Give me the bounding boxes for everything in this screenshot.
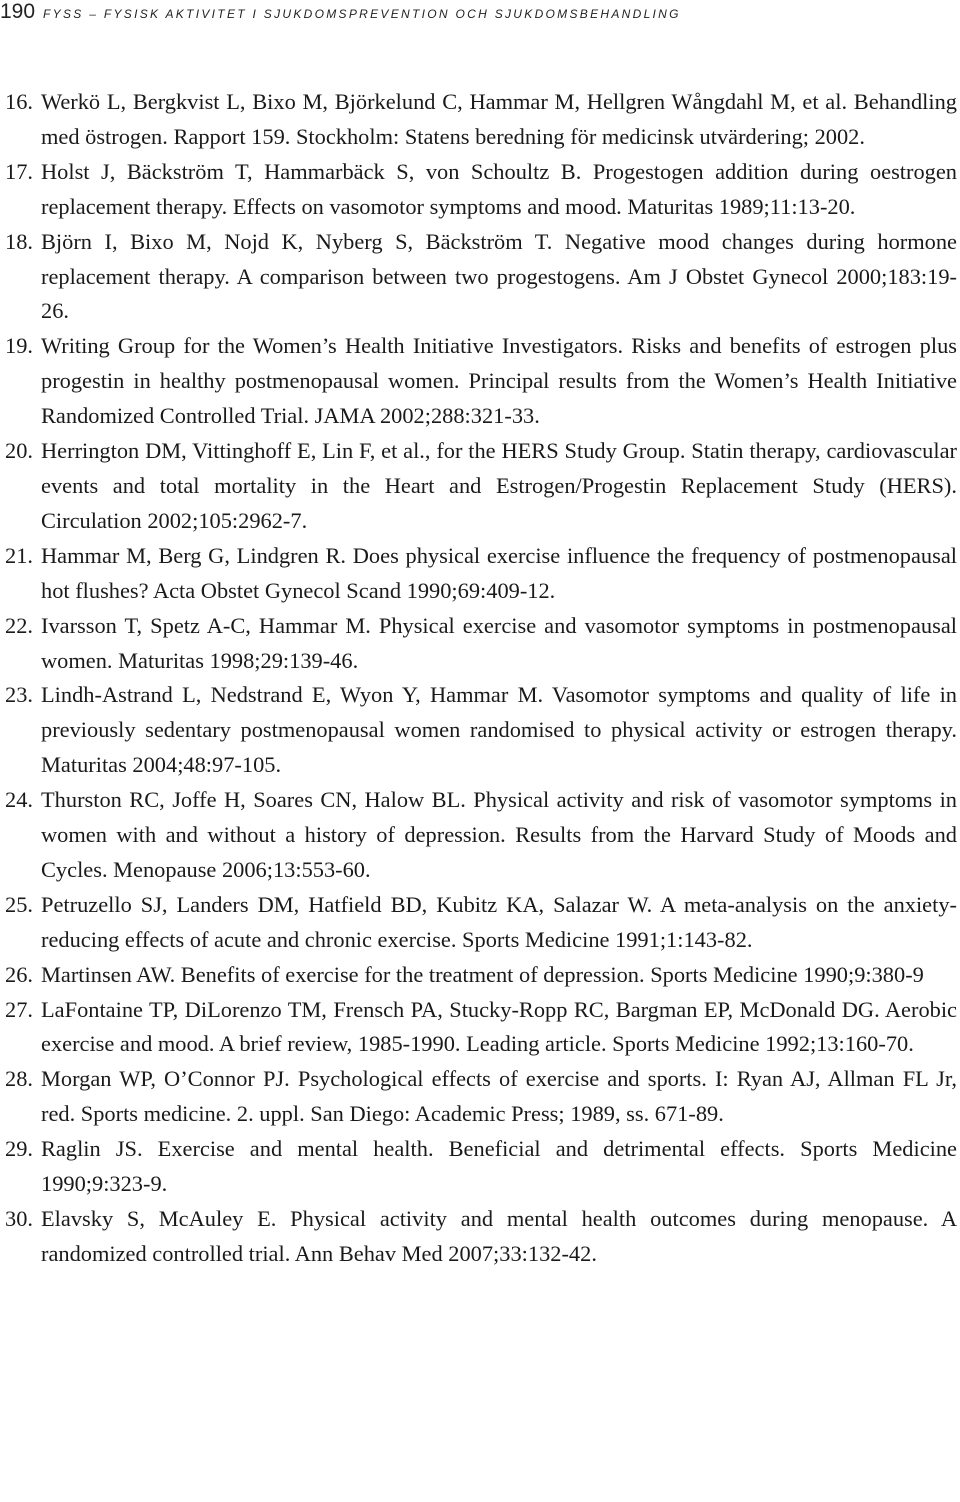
reference-list [0,85,957,1272]
reference-text: Martinsen AW. Benefits of exercise for the treatment of depression. Sports Medicine 1990;9:380-9 [41,961,924,987]
reference-text: Hammar M, Berg G, Lindgren R. Does physical exercise influence the frequency of postmenopausal hot flushes? Acta Obstet Gynecol Scand 1990;69:409-12. [41,542,957,603]
reference-text: Holst J, Bäckström T, Hammarbäck S, von Schoultz B. Progestogen addition during oestrogen replacement therapy. Effects on vasomotor symptoms and mood. Maturitas 1989;11:13-20. [41,158,957,219]
reference-item-22 [0,609,957,679]
reference-text: Thurston RC, Joffe H, Soares CN, Halow BL. Physical activity and risk of vasomotor symptoms in women with and without a history of depression. Results from the Harvard Study of Moods and Cycles. Menopause 2006;13:553-60. [41,787,957,882]
reference-text: Raglin JS. Exercise and mental health. Beneficial and detrimental effects. Sports Medicine 1990;9:323-9. [41,1136,957,1197]
reference-item-19 [0,329,957,434]
reference-text: Ivarsson T, Spetz A-C, Hammar M. Physical exercise and vasomotor symptoms in postmenopausal women. Maturitas 1998;29:139-46. [41,612,957,673]
reference-number: 21. [5,542,33,568]
reference-text: Elavsky S, McAuley E. Physical activity and mental health outcomes during menopause. A randomized controlled trial. Ann Behav Med 2007;33:132-42. [41,1206,957,1266]
reference-number: 22. [5,612,33,638]
reference-number: 25. [5,891,33,917]
reference-number: 23. [5,682,33,708]
reference-number: 24. [5,787,33,813]
reference-item-28 [0,1062,957,1132]
reference-text: Werkö L, Bergkvist L, Bixo M, Björkelund C, Hammar M, Hellgren Wångdahl M, et al. Behandling med östrogen. Rapport 159. Stockholm: Statens beredning för medicinsk utvärdering; 2002. [41,89,957,149]
reference-text: Morgan WP, O’Connor PJ. Psychological effects of exercise and sports. I: Ryan AJ, Allman FL Jr, red. Sports medicine. 2. uppl. San Diego: Academic Press; 1989, ss. 671-89. [41,1066,957,1127]
reference-text: Lindh-Astrand L, Nedstrand E, Wyon Y, Hammar M. Vasomotor symptoms and quality of life in previously sedentary postmenopausal women randomised to physical activity or estrogen therapy. Maturitas 2004;48:97-105. [41,682,957,778]
reference-number: 30. [5,1206,33,1231]
running-title: FYSS – FYSISK AKTIVITET I SJUKDOMSPREVENTION OCH SJUKDOMSBEHANDLING [43,7,681,21]
reference-number: 27. [5,996,33,1022]
page-header [0,0,681,28]
reference-text: Petruzello SJ, Landers DM, Hatfield BD, Kubitz KA, Salazar W. A meta-analysis on the anxiety-reducing effects of acute and chronic exercise. Sports Medicine 1991;1:143-82. [41,891,957,952]
reference-number: 28. [5,1066,33,1092]
reference-text: Writing Group for the Women’s Health Initiative Investigators. Risks and benefits of estrogen plus progestin in healthy postmenopausal women. Principal results from the Women’s Health Initiative Randomized Controlled Trial. JAMA 2002;288:321-33. [41,333,957,429]
reference-number: 16. [5,89,33,114]
reference-item-17 [0,155,957,225]
reference-item-29 [0,1132,957,1202]
reference-item-20 [0,434,957,539]
reference-text: LaFontaine TP, DiLorenzo TM, Frensch PA, Stucky-Ropp RC, Bargman EP, McDonald DG. Aerobic exercise and mood. A brief review, 1985-1990. Leading article. Sports Medicine 1992;13:160-70. [41,996,957,1057]
reference-number: 26. [5,961,33,987]
reference-item-23 [0,678,957,783]
reference-item-30 [0,1202,957,1272]
reference-item-26 [0,958,957,993]
reference-item-24 [0,783,957,888]
reference-number: 20. [5,438,33,464]
reference-item-18 [0,225,957,330]
reference-number: 19. [5,333,33,359]
reference-number: 29. [5,1136,33,1162]
reference-item-16 [0,85,957,155]
reference-text: Herrington DM, Vittinghoff E, Lin F, et al., for the HERS Study Group. Statin therapy, cardiovascular events and total mortality in the Heart and Estrogen/Progestin Replacement Study (HERS). Circulation 2002;105:2962-7. [41,438,957,533]
reference-number: 18. [5,228,33,254]
reference-number: 17. [5,158,33,184]
reference-text: Björn I, Bixo M, Nojd K, Nyberg S, Bäckström T. Negative mood changes during hormone replacement therapy. A comparison between two progestogens. Am J Obstet Gynecol 2000;183:19-26. [41,228,957,324]
reference-item-27 [0,993,957,1063]
page-number: 190 [0,0,36,23]
reference-item-21 [0,539,957,609]
reference-item-25 [0,888,957,958]
